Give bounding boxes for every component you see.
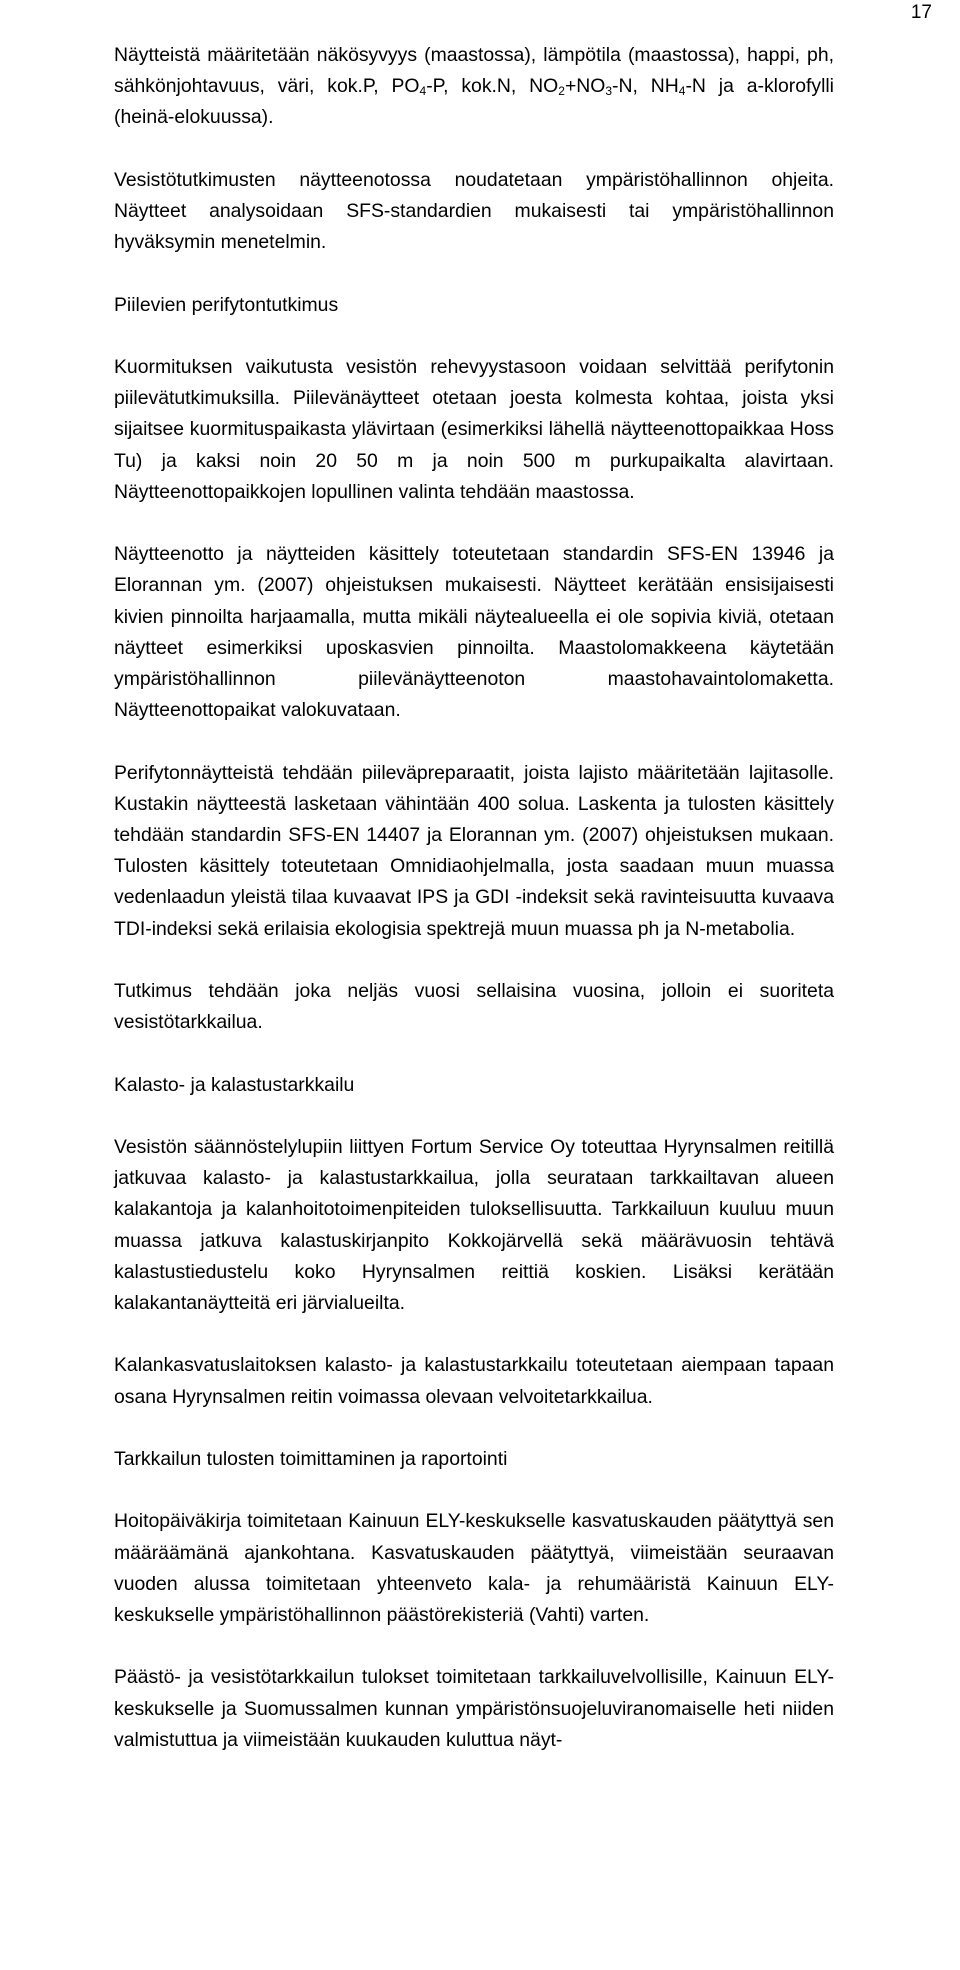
section-heading-reporting: Tarkkailun tulosten toimittaminen ja raportointi — [114, 1447, 508, 1470]
section-heading-fish-monitoring: Kalasto- ja kalastustarkkailu — [114, 1073, 355, 1096]
paragraph-diatom-sample-handling: Näytteenotto ja näytteiden käsittely toteutetaan standardin SFS-EN 13946 ja Elorannan ym. (2007) ohjeistuksen mukaisesti. Näytteet kerätään ensisijaisesti kivien pinnoilta harjaamalla, mutta mikäli näytealueella ei ole sopivia kiviä, otetaan näytteet esimerkiksi uposkasvien pinnoilta. Maastolomakkeena käytetään ympäristöhallinnon piilevänäytteenoton maastohavaintolomaketta. Näytteenottopaikat valokuvataan. — [114, 543, 834, 722]
section-heading-diatom-periphyton: Piilevien perifytontutkimus — [114, 293, 339, 316]
paragraph-measured-parameters: Näytteistä määritetään näkösyvyys (maastossa), lämpötila (maastossa), happi, ph, sähkönjohtavuus, väri, kok.P, $PO_4-P$, kok.N, $NO_2+NO_3-N$, $NH_4-N$ ja a-klorofylli (heinä-elokuussa). — [114, 44, 834, 129]
paragraph-sampling-guidelines: Vesistötutkimusten näytteenotossa noudatetaan ympäristöhallinnon ohjeita. Näytteet analysoidaan SFS-standardien mukaisesti tai ympäristöhallinnon hyväksymin menetelmin. — [114, 168, 834, 254]
paragraph-diatom-sampling-sites: Kuormituksen vaikutusta vesistön rehevyystasoon voidaan selvittää perifytonin piilevätutkimuksilla. Piilevänäytteet otetaan joesta kolmesta kohtaa, joista yksi sijaitsee kuormituspaikasta ylävirtaan (esimerkiksi lähellä näytteenottopaikkaa Hoss Tu) ja kaksi noin 20 50 m ja noin 500 m purkupaikalta alavirtaan. Näytteenottopaikkojen lopullinen valinta tehdään maastossa. — [114, 355, 834, 503]
document-body — [114, 40, 834, 1787]
paragraph-care-diary: Hoitopäiväkirja toimitetaan Kainuun ELY-keskukselle kasvatuskauden päätyttyä sen määräämänä ajankohtana. Kasvatuskauden päätyttyä, viimeistään seuraavan vuoden alussa toimitetaan yhteenveto kala- ja rehumääristä Kainuun ELY-keskukselle ympäristöhallinnon päästörekisteriä (Vahti) varten. — [114, 1510, 834, 1626]
paragraph-diatom-analysis: Perifytonnäytteistä tehdään piileväpreparaatit, joista lajisto määritetään lajitasolle. Kustakin näytteestä lasketaan vähintään 400 solua. Laskenta ja tulosten käsittely tehdään standardin SFS-EN 14407 ja Elorannan ym. (2007) ohjeistuksen mukaan. Tulosten käsittely toteutetaan Omnidiaohjelmalla, josta saadaan muun muassa vedenlaadun yleistä tilaa kuvaavat IPS ja GDI -indeksit sekä ravinteisuutta kuvaava TDI-indeksi sekä erilaisia ekologisia spektrejä muun muassa ph ja N-metabolia. — [114, 761, 834, 940]
paragraph-study-interval: Tutkimus tehdään joka neljäs vuosi sellaisina vuosina, jolloin ei suoriteta vesistötarkkailua. — [114, 980, 834, 1034]
paragraph-results-delivery: Päästö- ja vesistötarkkailun tulokset toimitetaan tarkkailuvelvollisille, Kainuun ELY-keskukselle ja Suomussalmen kunnan ympäristönsuojeluviranomaiselle heti niiden valmistuttua ja viimeistään kuukauden kuluttua näyt- — [114, 1666, 834, 1751]
page-number: 17 — [910, 2, 932, 23]
paragraph-fish-farm-monitoring: Kalankasvatuslaitoksen kalasto- ja kalastustarkkailu toteutetaan aiempaan tapaan osana Hyrynsalmen reitin voimassa olevaan velvoitetarkkailua. — [114, 1354, 834, 1408]
paragraph-fish-monitoring-details: Vesistön säännöstelylupiin liittyen Fortum Service Oy toteuttaa Hyrynsalmen reitillä jatkuvaa kalasto- ja kalastustarkkailua, jolla seurataan tarkkailtavan alueen kalakantoja ja kalanhoitotoimenpiteiden tuloksellisuutta. Tarkkailuun kuuluu muun muassa jatkuva kalastuskirjanpito Kokkojärvellä sekä määrävuosin tehtävä kalastustiedustelu koko Hyrynsalmen reittiä koskien. Lisäksi kerätään kalakantanäytteitä eri järvialueilta. — [114, 1135, 834, 1314]
